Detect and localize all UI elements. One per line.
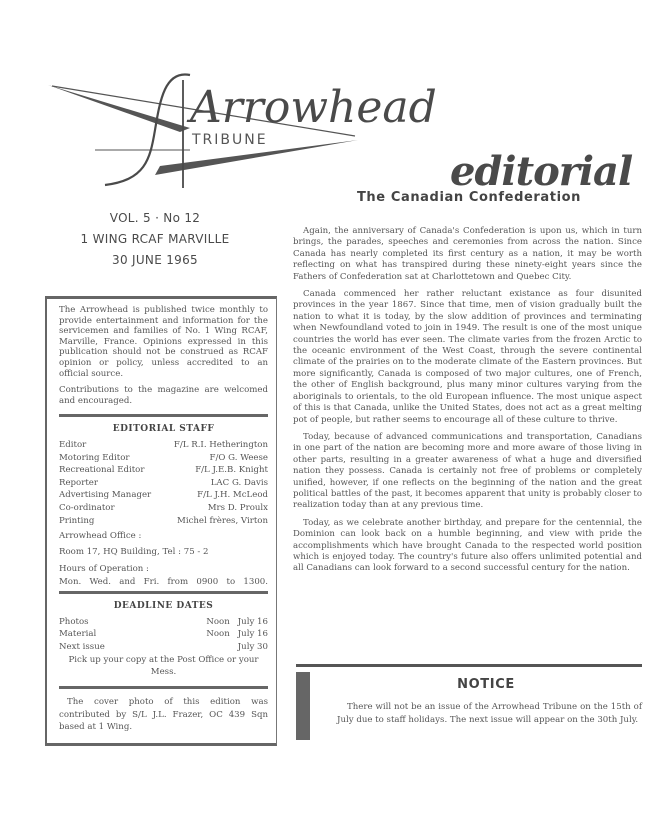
staff-role: Advertising Manager (59, 490, 152, 501)
hours-value: Mon. Wed. and Fri. from 0900 to 1300. (59, 577, 268, 588)
deadline-date: July 16 (237, 616, 268, 627)
notice-accent-bar (296, 672, 310, 740)
staff-name: Mrs D. Proulx (207, 502, 268, 513)
office-value: Room 17, HQ Building, Tel : 75 - 2 (59, 547, 209, 558)
staff-row (59, 464, 268, 477)
staff-name: F/L J.E.B. Knight (195, 465, 268, 476)
staff-heading: EDITORIAL STAFF (112, 424, 215, 435)
staff-row (59, 489, 268, 502)
staff-row (59, 477, 268, 490)
staff-role: Co-ordinator (59, 502, 115, 513)
pickup-note: Pick up your copy at the Post Office or your Mess. (68, 655, 259, 677)
publication-info-box (45, 296, 277, 746)
deadline-time: Noon (206, 616, 230, 627)
logo-title-script: Arrowhead (190, 82, 437, 133)
article-paragraph: Again, the anniversary of Canada's Confederation is upon us, which in turn brings, the parades, speeches and ceremonies from across the nation. Since Canada has nearly completed its first century as a nation, it may be worth reflecting on what has transpired during these ninety-eight years since the Fathers of Confederation sat at Charlottetown and Quebec City. (293, 226, 642, 282)
staff-role: Recreational Editor (59, 465, 145, 476)
deadline-date: July 16 (237, 629, 268, 640)
staff-row (59, 515, 268, 528)
office-info (59, 530, 268, 589)
masthead-logo (40, 60, 437, 200)
deadline-item: Next issue (59, 641, 105, 652)
cover-credit: The cover photo of this edition was contributed by S/L J.L. Frazer, OC 439 Sqn based at 1 Wing. (59, 697, 268, 732)
staff-row (59, 502, 268, 515)
publication-intro: The Arrowhead is published twice monthly to provide entertainment and information for the servicemen and families of No. 1 Wing RCAF, Marville, France. Opinions expressed in this publication should not be construed as RCAF opinion or policy, unless accredited to an official source. (59, 305, 268, 379)
deadline-row (59, 641, 268, 654)
issue-volume: VOL. 5 · No 12 (109, 211, 201, 225)
article-paragraph: Today, as we celebrate another birthday, and prepare for the centennial, the Dominion can look back on a humble beginning, and view with pride the accomplishments which have brought Canada to the respected world position which is enjoyed today. The country's future also offers unlimited potential and all Canadians can look forward to a second successful century for the nation. (293, 517, 642, 574)
staff-name: Michel frères, Virton (177, 515, 268, 526)
divider (296, 664, 642, 667)
issue-date: 30 JUNE 1965 (112, 253, 198, 267)
hours-label: Hours of Operation : (59, 564, 149, 575)
article-paragraph: Today, because of advanced communications and transportation, Canadians in one part of the nation are becoming more and more aware of those living in other parts, resulting in a greater awareness of what a huge and diversified nation they possess. Canada is certainly not free of problems or completely unified, however, if one reflects on the beginning of the nation and the great political battles of the past, it becomes apparent that unity is probably closer to realization today than at any previous time. (293, 431, 642, 511)
editorial-article (293, 226, 642, 581)
staff-name: F/L R.I. Hetherington (173, 439, 268, 450)
divider (59, 686, 268, 689)
arrow-upper-blade (48, 85, 190, 132)
logo-subtitle: TRIBUNE (192, 132, 268, 148)
notice-title: NOTICE (457, 677, 515, 692)
issue-info (40, 208, 270, 271)
staff-role: Reporter (59, 477, 98, 488)
staff-name: F/L J.H. McLeod (197, 490, 268, 501)
staff-row (59, 439, 268, 452)
deadline-item: Photos (59, 616, 89, 627)
staff-name: F/O G. Weese (209, 452, 268, 463)
staff-row (59, 452, 268, 465)
deadline-heading: DEADLINE DATES (113, 601, 214, 612)
staff-role: Printing (59, 515, 95, 526)
contributions-note: Contributions to the magazine are welcomed and encouraged. (59, 385, 268, 406)
arrowhead-logo-graphic (40, 60, 437, 200)
deadline-list (59, 616, 268, 654)
divider (59, 591, 268, 594)
staff-list (59, 439, 268, 527)
article-title: The Canadian Confederation (356, 190, 582, 205)
deadline-row (59, 628, 268, 641)
deadline-date: July 30 (237, 641, 268, 652)
notice-text: There will not be an issue of the Arrowhead Tribune on the 15th of July due to staff holidays. The next issue will appear on the 30th July. (337, 702, 642, 725)
staff-name: LAC G. Davis (210, 477, 268, 488)
deadline-row (59, 616, 268, 629)
divider (59, 414, 268, 417)
issue-unit: 1 WING RCAF MARVILLE (80, 232, 230, 246)
deadline-item: Material (59, 629, 97, 640)
staff-role: Editor (59, 439, 87, 450)
staff-role: Motoring Editor (59, 452, 130, 463)
article-paragraph: Canada commenced her rather reluctant existance as four disunited provinces in the year 1867. Since that time, men of vision gradually built the nation to what it is today, by the slow addition of provinces and terminating when Newfoundland voted to join in 1949. The result is one of the most unique countries the world has ever seen. The climate varies from the frozen Arctic to the oceanic environment of the West Coast, through the severe continental climate of the prairies on to the moderate climate of the Eastern provinces. But more significantly, Canada is composed of two major cultures, one of French, the other of English background, plus many minor cultures varying from the aboriginals to orientals, to the old European influence. The most unique aspect of this is that Canada, unlike the United States, does not act as a great melting pot of people, but rather seems to encourage all of these culture to thrive. (293, 289, 642, 425)
deadline-time: Noon (206, 629, 230, 640)
section-label-editorial: editorial (450, 148, 633, 195)
office-label: Arrowhead Office : (59, 531, 142, 542)
